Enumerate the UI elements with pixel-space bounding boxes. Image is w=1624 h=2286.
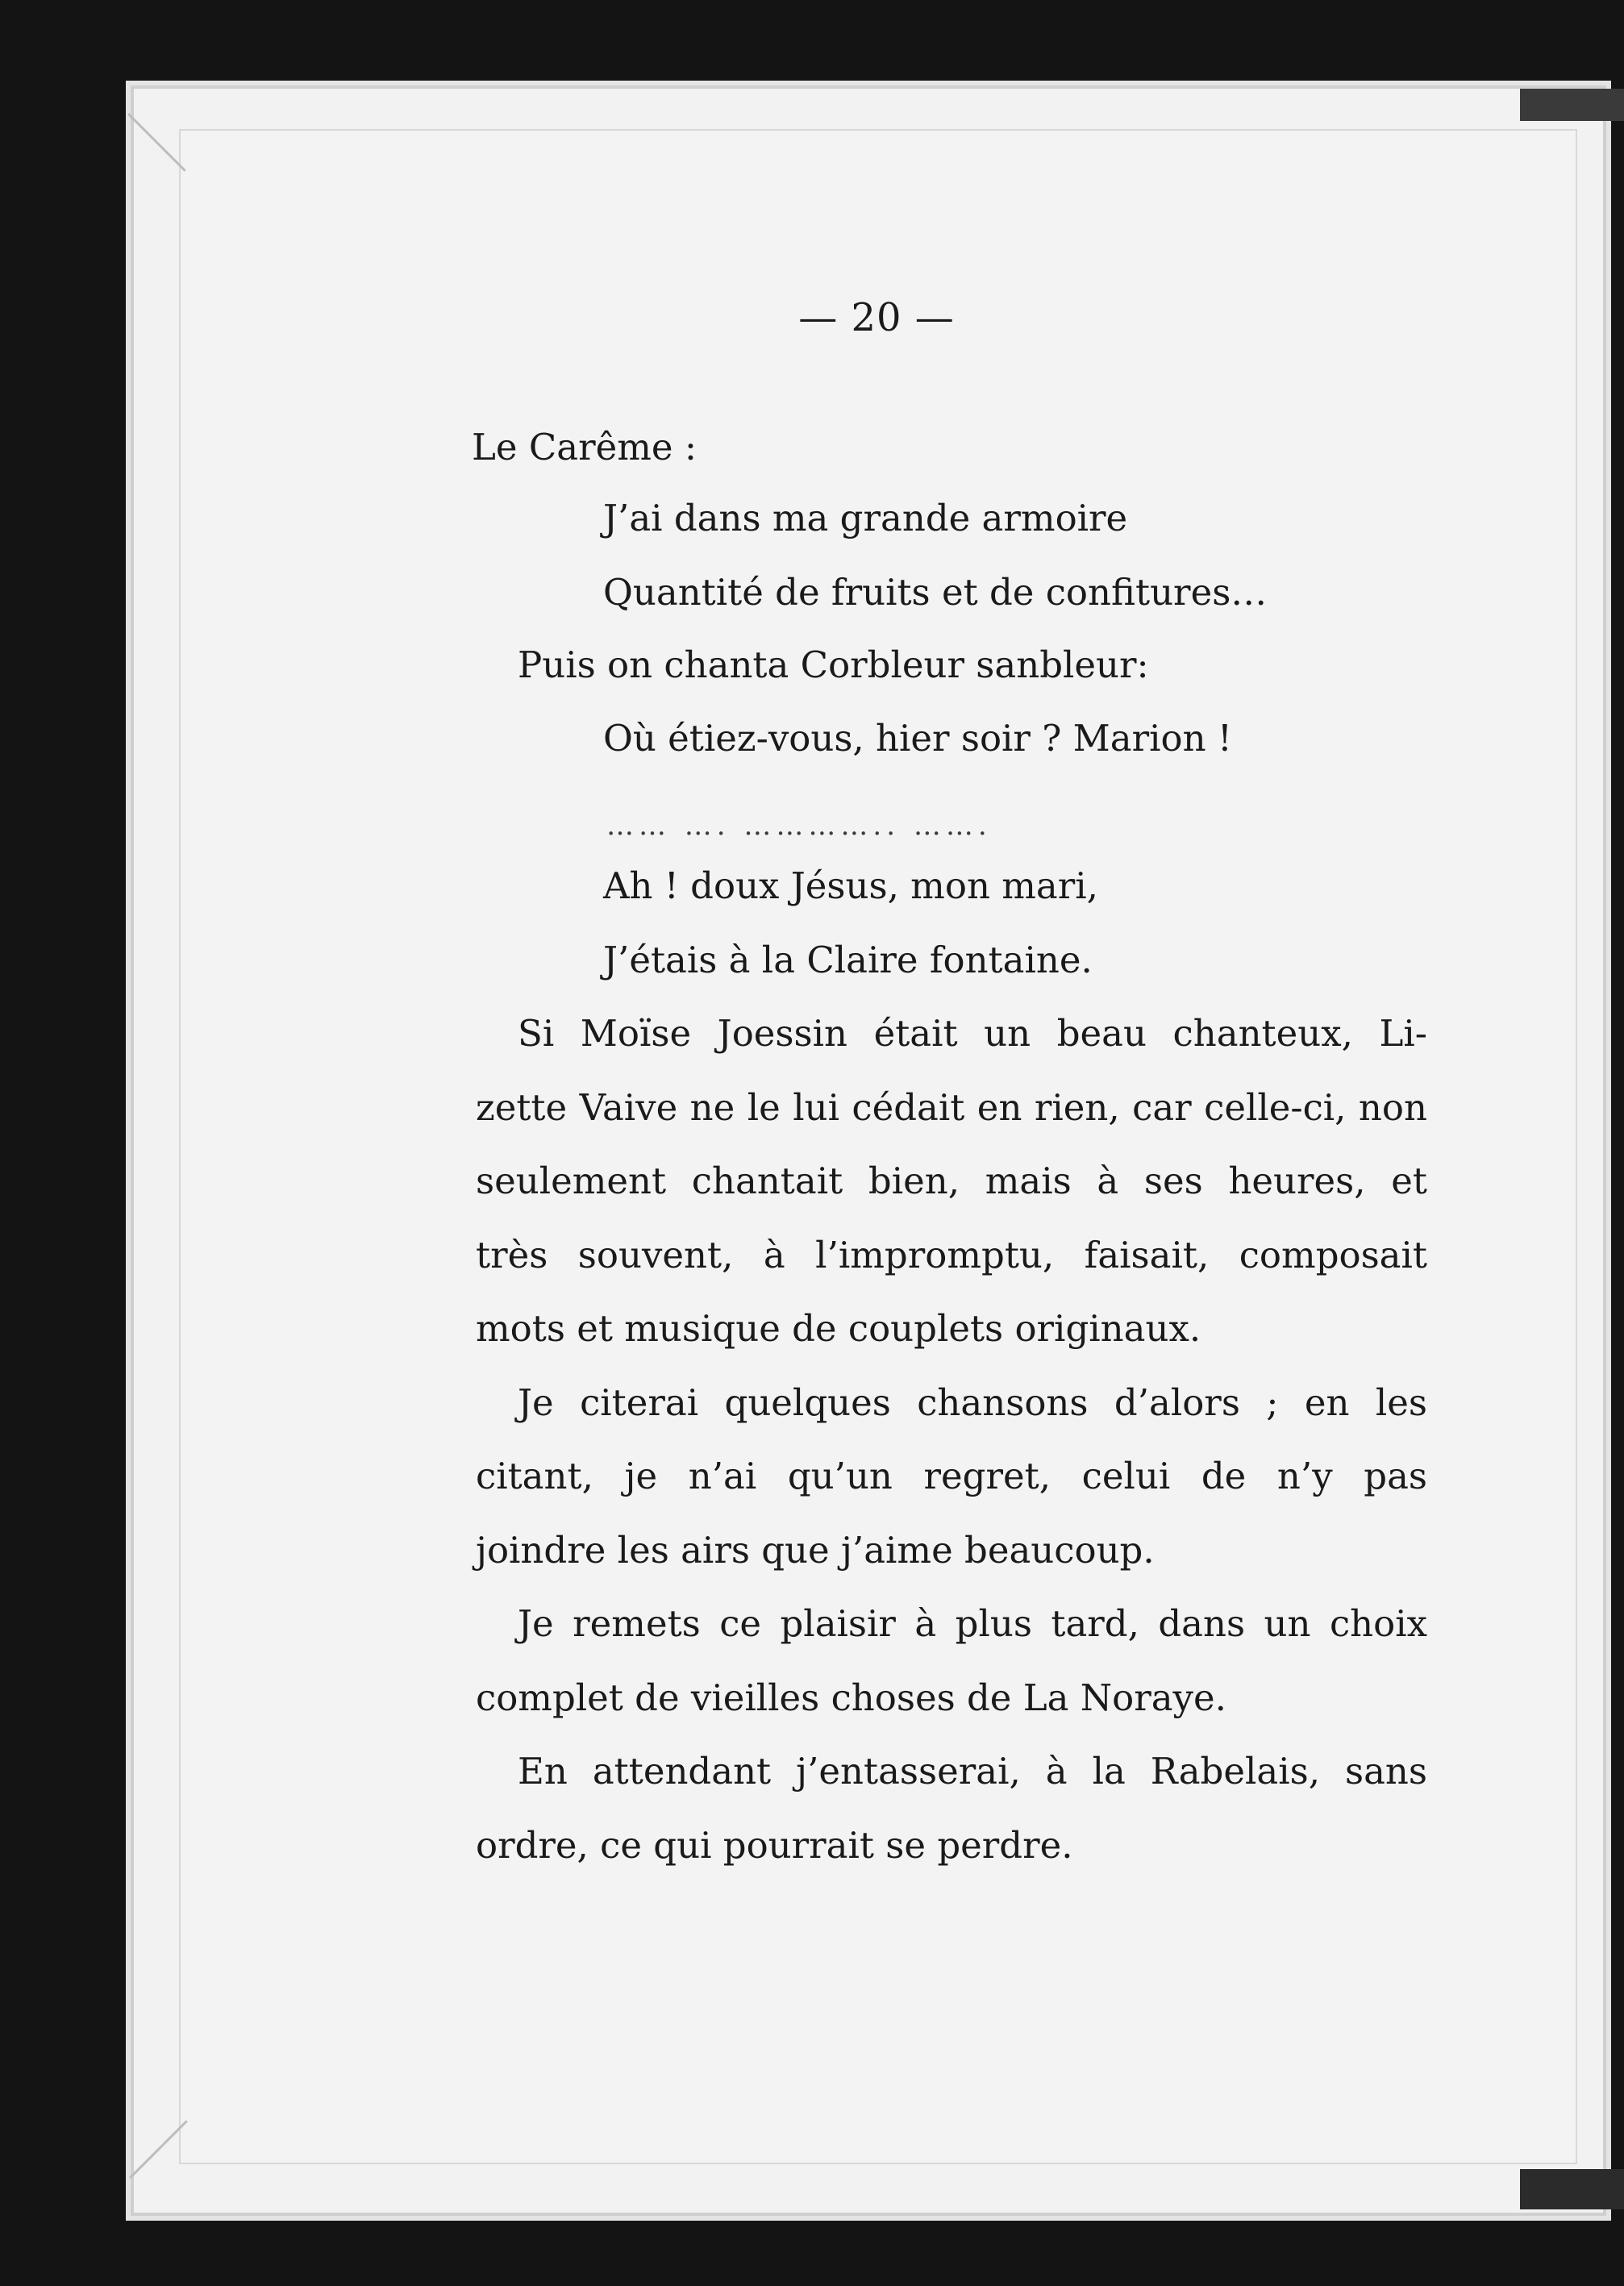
paragraph-line: zette Vaive ne le lui cédait en rien, car celle-ci, non <box>476 1086 1427 1129</box>
paragraph-line: Je citerai quelques chansons d’alors ; en les <box>518 1381 1427 1424</box>
paragraph-line: seulement chantait bien, mais à ses heures, et <box>476 1160 1427 1202</box>
paragraph-line: complet de vieilles choses de La Noraye. <box>476 1676 1226 1719</box>
prose-line: Puis on chanta Corbleur sanbleur: <box>518 643 1149 686</box>
paragraph-line: Je remets ce plaisir à plus tard, dans un choix <box>518 1602 1427 1645</box>
paragraph-line: ordre, ce qui pourrait se perdre. <box>476 1824 1073 1867</box>
verse-line: J’étais à la Claire fontaine. <box>603 939 1093 981</box>
elision-dots: …… …. ………….. ……. <box>606 810 992 842</box>
verse-line: J’ai dans ma grande armoire <box>603 497 1128 539</box>
paragraph-line: citant, je n’ai qu’un regret, celui de n’y pas <box>476 1455 1427 1497</box>
paragraph-line: joindre les airs que j’aime beaucoup. <box>476 1529 1155 1572</box>
verse-line: Où étiez-vous, hier soir ? Marion ! <box>603 717 1232 760</box>
paragraph-line: Si Moïse Joessin était un beau chanteux, Li- <box>518 1012 1427 1055</box>
scan-edge-bottom-right <box>1520 2169 1624 2209</box>
scan-edge-top-right <box>1520 89 1624 121</box>
page-number: — 20 — <box>798 295 955 340</box>
speaker-label: Le Carême : <box>472 426 697 468</box>
verse-line: Quantité de fruits et de confitures… <box>603 571 1268 614</box>
verse-line: Ah ! doux Jésus, mon mari, <box>603 864 1098 907</box>
paragraph-line: mots et musique de couplets originaux. <box>476 1307 1201 1350</box>
paragraph-line: très souvent, à l’impromptu, faisait, composait <box>476 1234 1427 1276</box>
paragraph-line: En attendant j’entasserai, à la Rabelais, sans <box>518 1750 1427 1793</box>
